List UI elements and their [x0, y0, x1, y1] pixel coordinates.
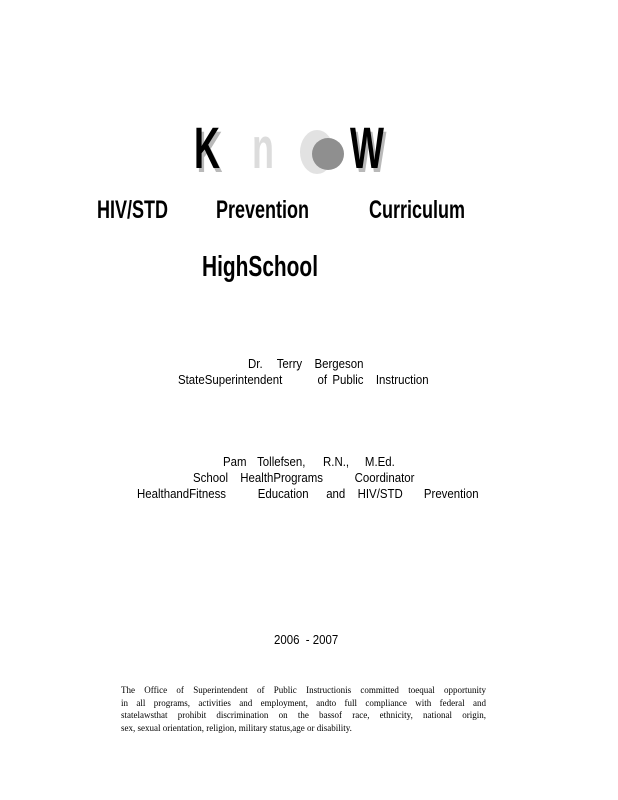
- superintendent-name: Dr. Terry Bergeson: [248, 356, 364, 371]
- subtitle-high-school: HighSchool: [202, 251, 318, 283]
- coordinator-role: School HealthPrograms Coordinator: [193, 470, 415, 485]
- title-word-curriculum: Curriculum: [369, 196, 466, 224]
- coordinator-name: Pam Tollefsen, R.N., M.Ed.: [223, 454, 395, 469]
- notice-line: in all programs, activities and employment, andto full compliance with federal and: [121, 697, 486, 708]
- equal-opportunity-notice: [121, 684, 486, 734]
- logo-letter-n: n: [252, 116, 274, 181]
- title-word-prevention: Prevention: [216, 196, 310, 224]
- logo-letter-w: W: [350, 116, 384, 181]
- notice-line: sex, sexual orientation, religion, military status,age or disability.: [121, 722, 352, 733]
- logo-letter-k: K: [194, 116, 220, 181]
- title-word-hivstd: HIV/STD: [97, 196, 169, 224]
- coordinator-department: HealthandFitness Education and HIV/STD Prevention: [137, 486, 479, 501]
- logo-letter-o: [306, 130, 344, 174]
- year-range: 2006 - 2007: [274, 632, 339, 647]
- notice-line: The Office of Superintendent of Public Instructionis committed toequal opportunity: [121, 685, 486, 695]
- superintendent-title: StateSuperintendent of Public Instruction: [178, 372, 429, 387]
- notice-line: statelawsthat prohibit discrimination on the bassof race, ethnicity, national origin,: [121, 710, 486, 720]
- know-logo: [190, 118, 390, 180]
